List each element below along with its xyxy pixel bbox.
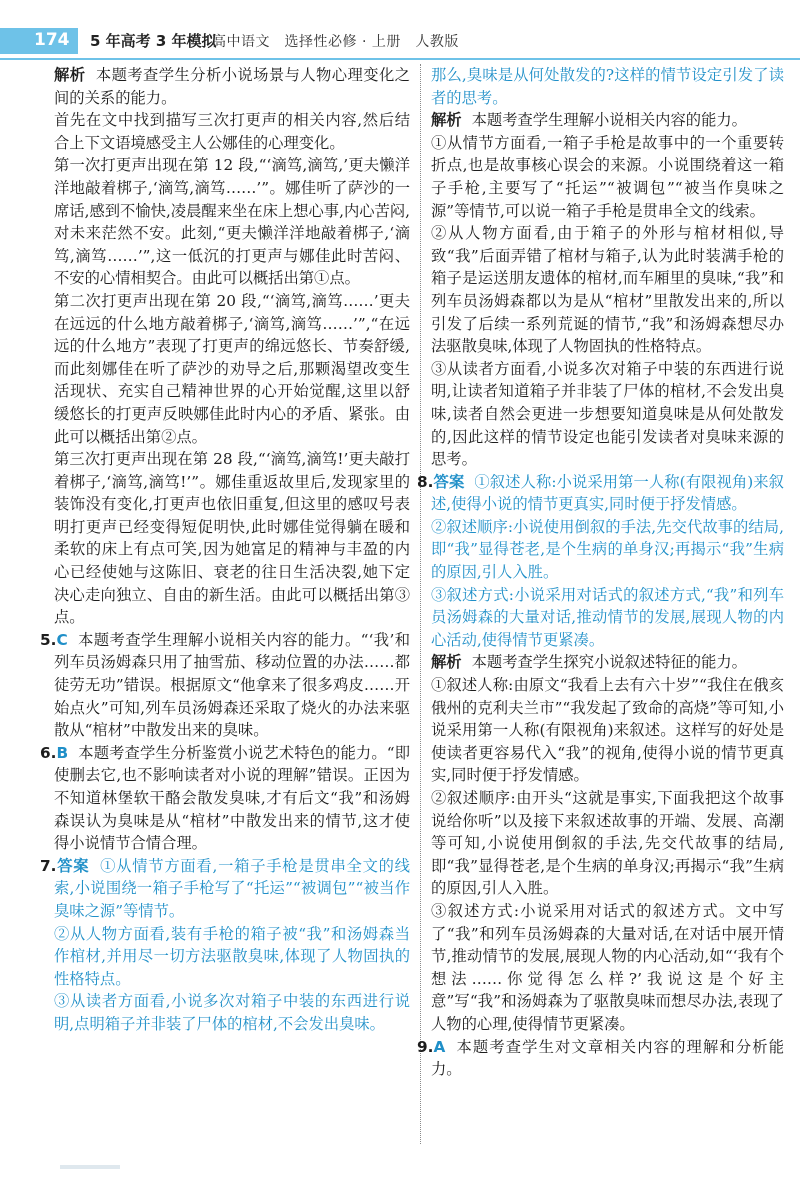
answer-text: ③叙述方式:小说采用对话式的叙述方式,“我”和列车员汤姆森的大量对话,推动情节的发展,展现人物的内心活动,使得情节更紧凑。	[431, 585, 784, 649]
answer-text: ①叙述人称:小说采用第一人称(有限视角)来叙述,使得小说的情节更真实,同时便于抒发情感。	[431, 472, 784, 514]
analysis-paragraph	[431, 651, 784, 674]
book-subtitle: 高中语文 选择性必修 · 上册 人教版	[212, 34, 459, 50]
question-number: 7.	[40, 856, 57, 875]
book-title: 5 年高考 3 年模拟	[90, 32, 217, 50]
page-header	[0, 0, 800, 66]
answer-text: ③从读者方面看,小说多次对箱子中装的东西进行说明,点明箱子并非装了尸体的棺材,不会发出臭味。	[54, 992, 410, 1033]
question-number: 9.	[417, 1037, 434, 1056]
page-number: 174	[34, 30, 70, 50]
answer-text: ②从人物方面看,装有手枪的箱子被“我”和汤姆森当作棺材,并用尽一切方法驱散臭味,体现了人物固执的性格特点。	[54, 924, 410, 988]
paragraph: 首先在文中找到描写三次打更声的相关内容,然后结合上下文语境感受主人公娜佳的心理变化。	[54, 111, 410, 152]
paragraph: ③叙述方式:小说采用对话式的叙述方式。文中写了“我”和列车员汤姆森的大量对话,在对话中展开情节,推动情节的发展,展现人物的内心活动,如“‘我有个想法……你觉得怎么样?’我说这是个好主意”写“我”和汤姆森为了驱散臭味而想尽办法,表现了人物的心理,使得情节更紧凑。	[431, 901, 784, 1033]
paragraph: ①叙述人称:由原文“我看上去有六十岁”“我住在俄亥俄州的克利夫兰市”“我发起了致命的高烧”等可知,小说采用第一人称(有限视角)来叙述。这样写的好处是使读者更容易代入“我”的视角,使得小说的情节更真实,同时便于抒发情感。	[431, 676, 784, 785]
paragraph: ①从情节方面看,一箱子手枪是故事中的一个重要转折点,也是故事核心误会的来源。小说围绕着这一箱子手枪,主要写了“托运”“被调包”“被当作臭味之源”等情节,可以说一箱子手枪是贯串全文的线索。	[431, 133, 784, 220]
footer-bar	[60, 1165, 120, 1169]
left-column	[40, 64, 410, 1036]
analysis-label: 解析	[54, 66, 86, 84]
question-9	[417, 1036, 784, 1081]
answer-text: 那么,臭味是从何处散发的?这样的情节设定引发了读者的思考。	[431, 66, 784, 107]
question-text: 本题考查学生理解小说相关内容的能力。“‘我’和列车员汤姆森只用了抽雪茄、移动位置的办法……都徒劳无功”错误。根据原文“他拿来了很多鸡皮……开始点火”可知,列车员汤姆森还采取了烧火的办法来驱散从“棺材”中散发出来的臭味。	[54, 630, 410, 740]
question-text: 本题考查学生对文章相关内容的理解和分析能力。	[431, 1037, 784, 1079]
analysis-label: 解析	[431, 111, 462, 130]
analysis-text: 本题考查学生探究小说叙述特征的能力。	[471, 653, 747, 672]
paragraph: 第一次打更声出现在第 12 段,“‘滴笃,滴笃,’更夫懒洋洋地敲着梆子,‘滴笃,滴笃……’”。娜佳听了萨沙的一席话,感到不愉快,凌晨醒来坐在床上想心事,内心苦闷,对未来茫然不安。此刻,“更夫懒洋洋地敲着梆子,‘滴笃,滴笃……’”,这一低沉的打更声与娜佳此时苦闷、不安的心情相契合。由此可以概括出第①点。	[54, 156, 410, 288]
answer-tag: 答案	[433, 472, 465, 491]
paragraph: 第二次打更声出现在第 20 段,“‘滴笃,滴笃……’更夫在远远的什么地方敲着梆子,‘滴笃,滴笃……’”,“在远远的什么地方”表现了打更声的绵远悠长、节奏舒缓,而此刻娜佳在听了萨沙的劝导之后,那颗渴望改变生活现状、充实自己精神世界的心开始觉醒,这里以舒缓悠长的打更声反映娜佳此时内心的矛盾、紧张。由此可以概括出第②点。	[54, 291, 410, 446]
question-text: 本题考查学生分析鉴赏小说艺术特色的能力。“即使删去它,也不影响读者对小说的理解”错误。正因为不知道林堡软干酪会散发臭味,才有后文“我”和汤姆森误认为臭味是从“棺材”中散发出来的情节,这才使得小说情节合情合理。	[54, 743, 410, 853]
answer-text: ②叙述顺序:小说使用倒叙的手法,先交代故事的结局,即“我”显得苍老,是个生病的单身汉;再揭示“我”生病的原因,引人入胜。	[431, 517, 784, 582]
paragraph: ③从读者方面看,小说多次对箱子中装的东西进行说明,让读者知道箱子并非装了尸体的棺材,不会发出臭味,读者自然会更进一步想要知道臭味是从何处散发的,因此这样的情节设定也能引发读者对臭味来源的思考。	[431, 359, 784, 469]
analysis-paragraph	[431, 109, 784, 132]
question-7	[40, 855, 410, 923]
question-number: 5.	[40, 630, 57, 649]
analysis-paragraph	[54, 64, 410, 109]
answer-choice: C	[56, 630, 68, 649]
paragraph: ②从人物方面看,由于箱子的外形与棺材相似,导致“我”后面弄错了棺材与箱子,认为此时装满手枪的箱子是运送朋友遗体的棺材,而车厢里的臭味,“我”和列车员汤姆森都以为是从“棺材”里散发出来的,所以引发了后续一系列荒诞的情节,“我”和汤姆森想尽办法驱散臭味,体现了人物固执的性格特点。	[431, 224, 784, 356]
answer-tag: 答案	[56, 856, 90, 875]
analysis-text: 本题考查学生理解小说相关内容的能力。	[471, 111, 747, 130]
analysis-label: 解析	[431, 653, 462, 672]
question-number: 8.	[417, 472, 434, 491]
paragraph: 第三次打更声出现在第 28 段,“‘滴笃,滴笃!’更夫敲打着梆子,‘滴笃,滴笃!’”。娜佳重返故里后,发现家里的装饰没有变化,打更声也依旧重复,但这里的感叹号表明打更声已经变得短促明快,此时娜佳觉得躺在暖和柔软的床上有点可笑,因为她富足的精神与丰盈的内心已经使她与这陈旧、衰老的往日生活决裂,她下定决心走向独立、自由的新生活。由此可以概括出第③点。	[54, 450, 410, 627]
question-number: 6.	[40, 743, 57, 762]
answer-choice: B	[56, 743, 69, 762]
question-6	[40, 742, 410, 855]
header-rule	[0, 58, 800, 60]
question-8	[417, 471, 784, 516]
right-column	[417, 64, 784, 1081]
answer-text: ①从情节方面看,一箱子手枪是贯串全文的线索,小说围绕一箱子手枪写了“托运”“被调包”“被当作臭味之源”等情节。	[54, 856, 410, 920]
column-divider	[420, 64, 421, 1144]
paragraph: ②叙述顺序:由开头“这就是事实,下面我把这个故事说给你听”以及接下来叙述故事的开端、发展、高潮等可知,小说使用倒叙的手法,先交代故事的结局,即“我”显得苍老,是个生病的单身汉;再揭示“我”生病的原因,引人入胜。	[431, 789, 784, 898]
answer-choice: A	[433, 1037, 446, 1056]
analysis-text: 本题考查学生分析小说场景与人物心理变化之间的关系的能力。	[54, 66, 410, 107]
question-5	[40, 629, 410, 742]
